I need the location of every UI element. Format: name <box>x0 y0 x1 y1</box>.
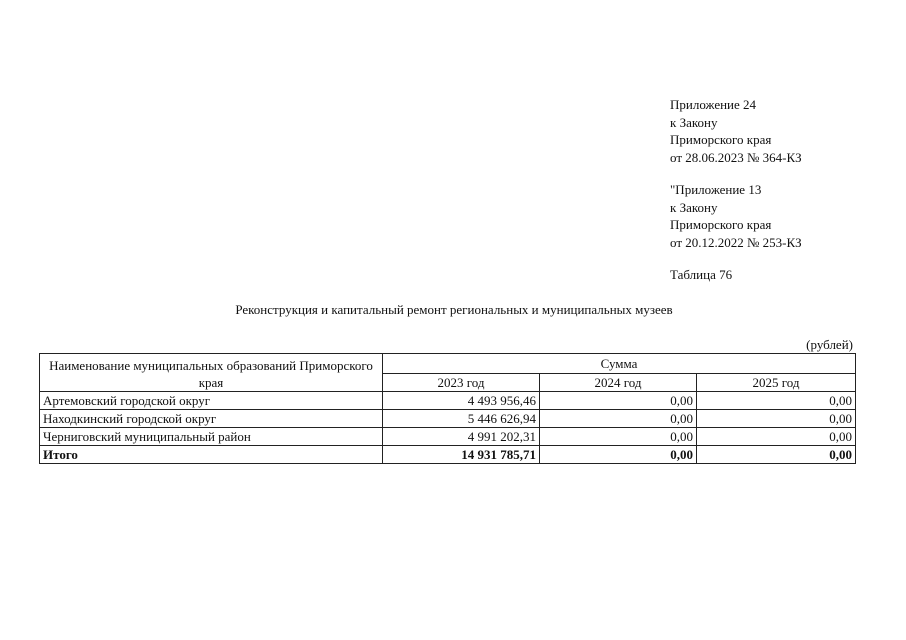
appendix-previous-line: Приморского края <box>670 217 772 232</box>
row-value-2024: 0,00 <box>540 428 697 446</box>
table-total-row <box>40 446 856 464</box>
header-year-2025: 2025 год <box>697 374 856 392</box>
table-row <box>40 428 856 446</box>
appendix-current-line: к Закону <box>670 114 718 130</box>
total-value-2025: 0,00 <box>697 446 856 464</box>
appendix-current-line: Приморского края <box>670 132 772 147</box>
appendix-previous-line: "Приложение 13 <box>670 182 762 197</box>
document-title: Реконструкция и капитальный ремонт региональных и муниципальных музеев <box>235 302 673 317</box>
document-title-row <box>0 302 906 318</box>
appendix-previous-line: к Закону <box>670 199 718 215</box>
row-value-2023: 5 446 626,94 <box>383 410 540 428</box>
row-value-2024: 0,00 <box>540 392 697 410</box>
row-value-2025: 0,00 <box>697 428 856 446</box>
appendix-current-block <box>670 96 802 166</box>
row-value-2025: 0,00 <box>697 410 856 428</box>
row-value-2024: 0,00 <box>540 410 697 428</box>
units-label: (рублей) <box>806 337 853 352</box>
header-year-2023: 2023 год <box>383 374 540 392</box>
appendix-previous-line: от 20.12.2022 № 253-КЗ <box>670 234 802 250</box>
total-value-2023: 14 931 785,71 <box>383 446 540 464</box>
row-value-2023: 4 991 202,31 <box>383 428 540 446</box>
header-sum: Сумма <box>383 354 856 374</box>
row-name: Артемовский городской округ <box>40 392 383 410</box>
row-name: Черниговский муниципальный район <box>40 428 383 446</box>
row-value-2025: 0,00 <box>697 392 856 410</box>
appendix-previous-block <box>670 181 802 251</box>
table-row <box>40 410 856 428</box>
total-value-2024: 0,00 <box>540 446 697 464</box>
budget-table <box>39 353 856 464</box>
table-body <box>40 392 856 464</box>
total-label: Итого <box>40 446 383 464</box>
table-number: Таблица 76 <box>670 267 733 282</box>
appendix-current-line: от 28.06.2023 № 364-КЗ <box>670 149 802 165</box>
appendix-current-line: Приложение 24 <box>670 97 757 112</box>
table-header <box>40 354 856 392</box>
header-name-column: Наименование муниципальных образований Приморского края <box>40 354 383 392</box>
table-row <box>40 392 856 410</box>
row-value-2023: 4 493 956,46 <box>383 392 540 410</box>
header-year-2024: 2024 год <box>540 374 697 392</box>
row-name: Находкинский городской округ <box>40 410 383 428</box>
